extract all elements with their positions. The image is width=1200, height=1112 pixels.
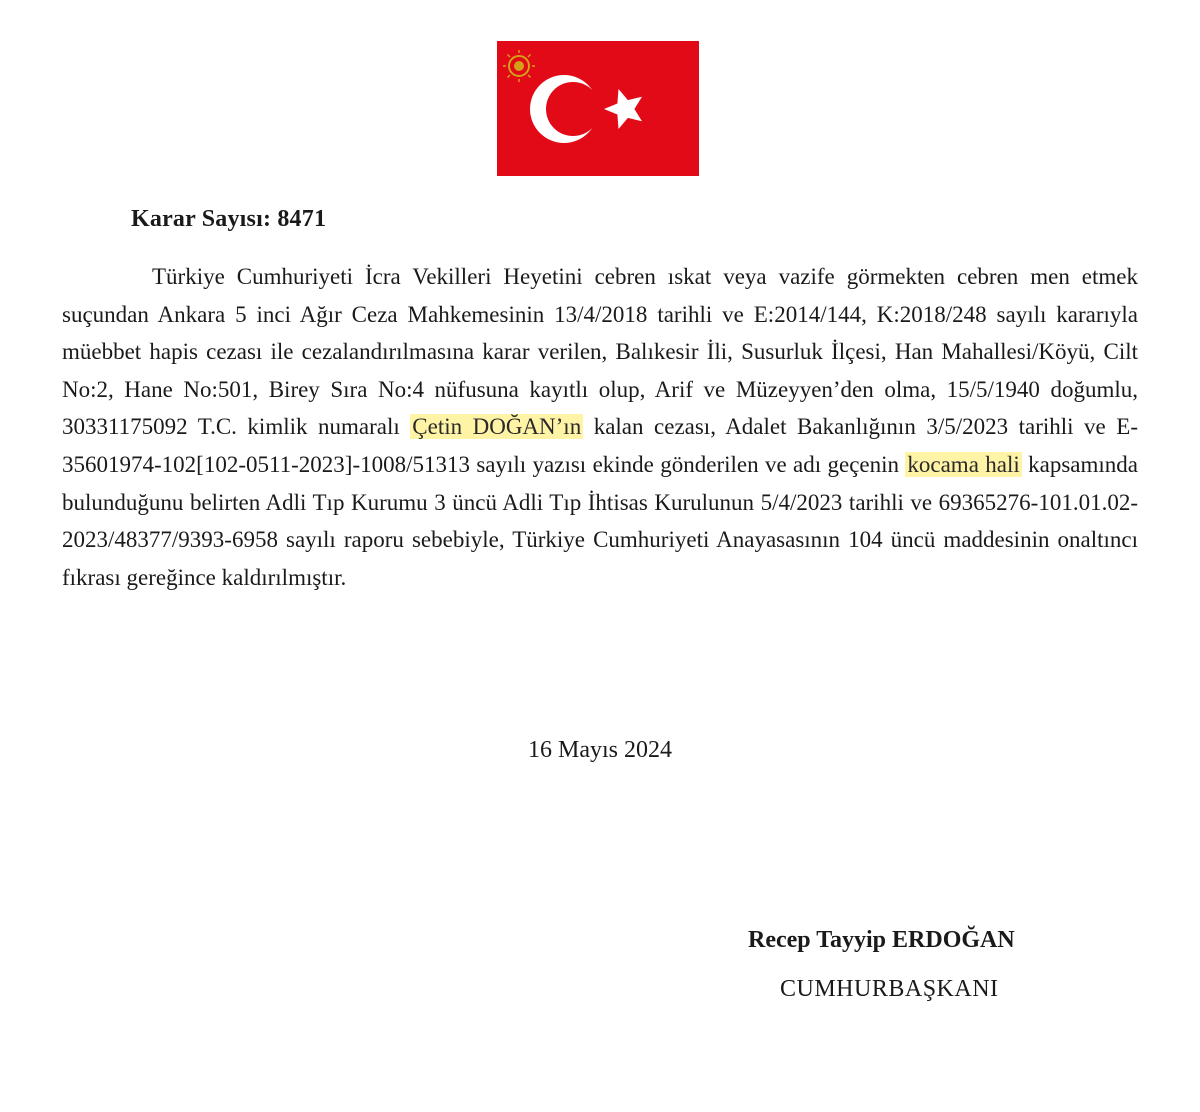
decision-date: 16 Mayıs 2024 [528,737,672,763]
highlighted-name: Çetin DOĞAN’ın [412,414,582,440]
signatory-title: CUMHURBAŞKANI [780,976,999,1002]
body-text-part1: Türkiye Cumhuriyeti İcra Vekilleri Heyetini cebren ıskat veya vazife görmekten cebren men etmek suçundan Ankara 5 inci Ağır Ceza Mahkemesinin 13/4/2018 tarihli ve E:2014/144, K:2018/248 sayılı kararıyla müebbet hapis cezası ile cezalandırılmasına karar verilen, Balıkesir İli, Susurluk İlçesi, Han Mahallesi/Köyü, Cilt No:2, Hane No:501, Birey Sıra No:4 nüfusuna kayıtlı olup, Arif ve Müzeyyen’den olma, 15/5/1940 doğumlu, 30331175092 T.C. kimlik numaralı [62,264,1138,440]
decision-body [62,258,1138,596]
body-text-part3: kapsamında bulunduğunu belirten Adli Tıp Kurumu 3 üncü Adli Tıp İhtisas Kurulunun 5/4/2023 tarihli ve 69365276-101.01.02-2023/48377/9393-6958 sayılı raporu sebebiyle, Türkiye Cumhuriyeti Anayasasının 104 üncü maddesinin onaltıncı fıkrası gereğince kaldırılmıştır. [62,451,1138,590]
turkish-flag [497,41,699,176]
decision-number: Karar Sayısı: 8471 [131,206,327,232]
signatory-name: Recep Tayyip ERDOĞAN [748,927,1015,953]
highlighted-condition: kocama hali [907,451,1020,477]
crescent-star-icon [497,41,699,176]
body-text-part2: kalan cezası, Adalet Bakanlığının 3/5/2023 tarihli ve E-35601974-102[102-0511-2023]-1008/51313 sayılı yazısı ekinde gönderilen ve adı geçenin [62,414,1138,477]
